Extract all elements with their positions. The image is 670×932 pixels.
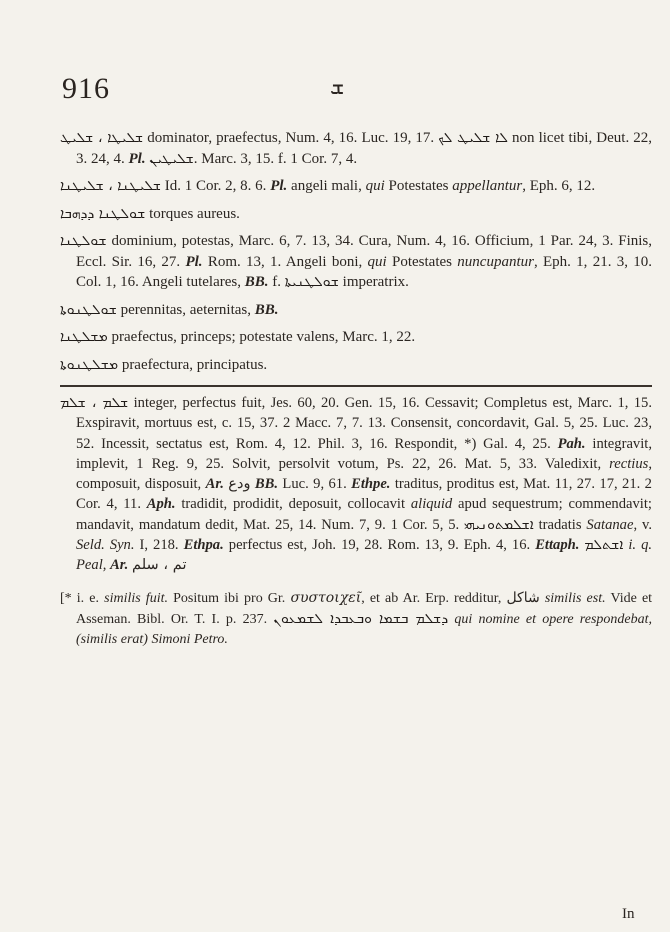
headword-syriac: ܫܠܝܛܢܐ ، ܫܠܝܛܢܐ bbox=[60, 178, 162, 194]
entry-torques: ܫܘܠܛܢܐ ܕܕܗܒܐ torques aureus. bbox=[60, 205, 240, 222]
catchword: In bbox=[622, 906, 635, 922]
entry-shultana: ܫܘܠܛܢܐ dominium, potestas, Marc. 6, 7. 13, 34. Cura, Num. 4, 16. Officium, 1 Par. 24, 3. Finis, Eccl. Sir. 16, 27. Pl. Rom. 13, 1. Angeli boni, qui Potestates nuncupantur, Eph. 1, 21. 3, 10. Col. 1, 16. Angeli tutelares, BB. f. ܫܘܠܛܢܝܬܐ imperatrix. bbox=[60, 233, 653, 290]
dictionary-column bbox=[60, 128, 652, 650]
section-divider bbox=[60, 385, 652, 387]
headword-syriac: ܫܠܡ ، ܫܠܡ bbox=[60, 395, 129, 411]
footnote: [* i. e. similis fuit. Positum ibi pro Gr. συστοιχεῖ, et ab Ar. Erp. redditur, شاكل similis est. Vide et Asseman. Bibl. Or. T. I. p. 237. ܕܫܠܡ ܒܫܡܐ ܘܒܥܒܕܐ ܠܫܡܥܘܢ qui nomine et opere respondebat, (similis erat) Simoni Petro. bbox=[60, 589, 653, 647]
headword-syriac: ܫܘܠܛܢܘܬܐ bbox=[60, 301, 117, 318]
headword-syriac: ܡܫܠܛܢܐ bbox=[60, 329, 108, 345]
headword-syriac: ܫܘܠܛܢܐ ܕܕܗܒܐ bbox=[60, 205, 146, 222]
headword-syriac: ܡܫܠܛܢܘܬܐ bbox=[60, 356, 119, 373]
entry-praefectus: ܡܫܠܛܢܐ praefectus, princeps; potestate valens, Marc. 1, 22. bbox=[60, 329, 416, 345]
headword-syriac: ܫܘܠܛܢܐ bbox=[60, 233, 107, 249]
page-number: 916 bbox=[62, 72, 110, 105]
headword-syriac: ܫܠܝܛܐ ، ܫܠܝܛ bbox=[60, 130, 144, 146]
entry-perennitas: ܫܘܠܛܢܘܬܐ perennitas, aeternitas, BB. bbox=[60, 301, 279, 318]
entry-praefectura: ܡܫܠܛܢܘܬܐ praefectura, principatus. bbox=[60, 356, 268, 373]
entry-shelam: ܫܠܡ ، ܫܠܡ integer, perfectus fuit, Jes. 60, 20. Gen. 15, 16. Cessavit; Completus est, Marc. 1, 15. Exspiravit, mortuus est, c. 15, 37. 2 Macc. 7, 7. 13. Consensit, concordavit, Gal. 5, 25. Luc. 23, 52. Incessit, sectatus est, Rom. 4, 12. Phil. 3, 16. Respondit, *) Gal. 4, 25. Pah. integravit, implevit, 1 Reg. 9, 25. Solvit, persolvit votum, Ps. 22, 26. Mat. 5, 33. Valedixit, rectius, composuit, disposuit, Ar. ودع BB. Luc. 9, 61. Ethpe. traditus, proditus est, Mat. 11, 27. 17, 21. 2 Cor. 4, 11. Aph. tradidit, prodidit, deposuit, collocavit aliquid apud sequestrum; commendavit; mandavit, mandatum dedit, Mat. 25, 14. Num. 7, 9. 1 Cor. 5, 5. ܐܫܠܡܬܘܢܝܗܝ tradatis Satanae, v. Seld. Syn. I, 218. Ethpa. perfectus est, Joh. 19, 28. Rom. 13, 9. Eph. 4, 16. Ettaph. ܐܫܬܠܡ i. q. Peal, Ar. تم ، سلم bbox=[60, 395, 653, 574]
entry-shalita: ܫܠܝܛܐ ، ܫܠܝܛ dominator, praefectus, Num. 4, 16. Luc. 19, 17. ܠܐ ܫܠܝܛ ܠܟ non licet tibi, Deut. 22, 3. 24, 4. Pl. ܫܠܝܛܝܢ. Marc. 3, 15. f. 1 Cor. 7, 4. bbox=[60, 130, 652, 167]
running-head-syriac: ܫ bbox=[330, 74, 345, 99]
entry-shalitana: ܫܠܝܛܢܐ ، ܫܠܝܛܢܐ Id. 1 Cor. 2, 8. 6. Pl. angeli mali, qui Potestates appellantur, Eph. 6, 12. bbox=[60, 178, 596, 194]
